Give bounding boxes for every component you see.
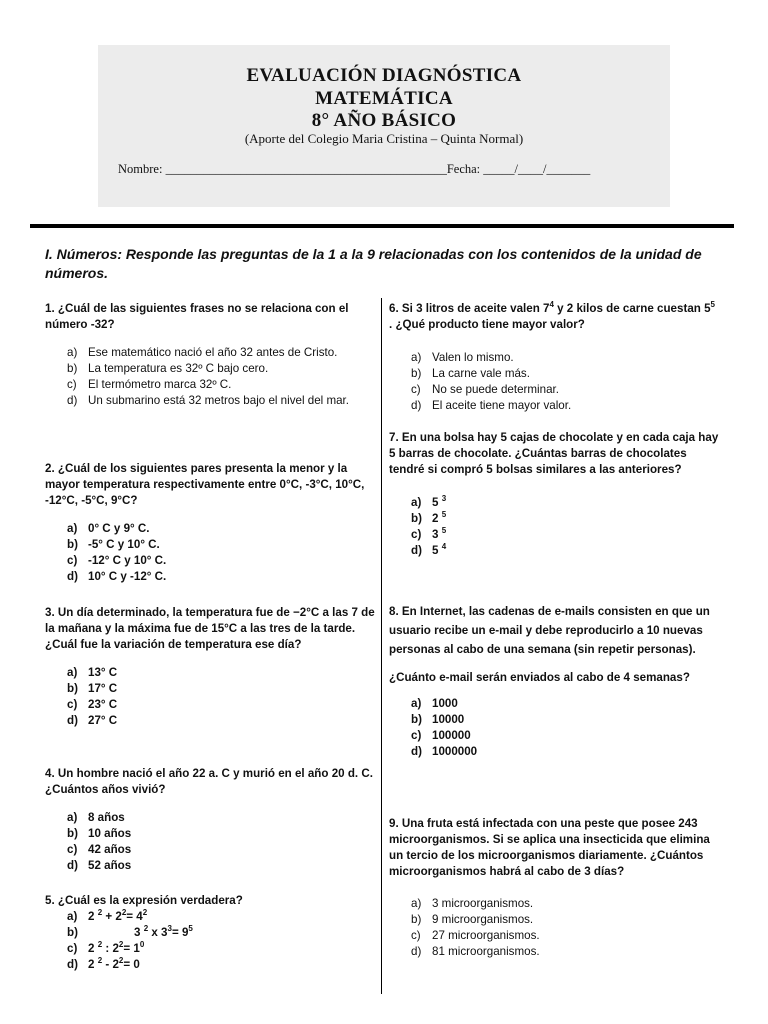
name-date-line bbox=[118, 162, 590, 177]
option-1b[interactable]: b) La temperatura es 32º C bajo cero. bbox=[67, 362, 269, 375]
option-2d[interactable]: d) 10° C y -12° C. bbox=[67, 570, 167, 583]
question-1-options bbox=[45, 345, 375, 409]
option-6c[interactable]: c) No se puede determinar. bbox=[411, 383, 559, 396]
section-heading: I. Números: Responde las preguntas de la 1 a la 9 relacionadas con los contenidos de la unidad de números. bbox=[45, 246, 702, 281]
option-5b[interactable]: b) 3 $^2$ x $3^3= 9^5$ bbox=[67, 924, 193, 939]
divider bbox=[30, 224, 734, 228]
question-5 bbox=[45, 893, 375, 973]
option-4d[interactable]: d) 52 años bbox=[67, 859, 132, 872]
option-5a[interactable]: a) 2 $^2 + 2^2= 4^2$ bbox=[67, 908, 148, 923]
option-9a[interactable]: a) 3 microorganismos. bbox=[411, 897, 534, 910]
option-3d[interactable]: d) 27° C bbox=[67, 714, 118, 727]
option-6d[interactable]: d) El aceite tiene mayor valor. bbox=[411, 399, 572, 412]
header-box bbox=[98, 45, 670, 207]
option-3a[interactable]: a) 13° C bbox=[67, 666, 118, 679]
option-8d[interactable]: d) 1000000 bbox=[411, 745, 478, 758]
question-8-options bbox=[389, 696, 719, 760]
option-9c[interactable]: c) 27 microorganismos. bbox=[411, 929, 540, 942]
question-6 bbox=[389, 301, 719, 414]
question-7 bbox=[389, 430, 719, 559]
option-2c[interactable]: c) -12° C y 10° C. bbox=[67, 554, 167, 567]
option-1c[interactable]: c) El termómetro marca 32º C. bbox=[67, 378, 232, 391]
question-4-text: 4. Un hombre nació el año 22 a. C y murió en el año 20 d. C. ¿Cuántos años vivió? bbox=[45, 767, 373, 796]
question-2 bbox=[45, 461, 375, 585]
question-9 bbox=[389, 816, 719, 960]
question-3 bbox=[45, 605, 375, 729]
question-1-text: 1. ¿Cuál de las siguientes frases no se relaciona con el número -32? bbox=[45, 302, 349, 331]
option-9d[interactable]: d) 81 microorganismos. bbox=[411, 945, 540, 958]
question-7-options bbox=[389, 495, 719, 559]
question-2-text: 2. ¿Cuál de los siguientes pares presenta la menor y la mayor temperatura respectivamente entre 0°C, -3°C, 10°C, -12°C, -5°C, 9°C? bbox=[45, 462, 365, 507]
option-7a[interactable]: a) 5 $^3$ bbox=[411, 494, 447, 509]
option-8c[interactable]: c) 100000 bbox=[411, 729, 471, 742]
option-8b[interactable]: b) 10000 bbox=[411, 713, 465, 726]
option-7d[interactable]: d) 5 $^4$ bbox=[411, 542, 447, 557]
date-field[interactable]: _____/____/_______ bbox=[483, 162, 591, 176]
title-grade: 8° AÑO BÁSICO bbox=[311, 110, 457, 131]
question-8-subtext: ¿Cuánto e-mail serán enviados al cabo de 4 semanas? bbox=[389, 671, 690, 684]
subtitle-source: (Aporte del Colegio Maria Cristina – Quinta Normal) bbox=[244, 131, 524, 146]
option-6b[interactable]: b) La carne vale más. bbox=[411, 367, 530, 380]
question-6-options bbox=[389, 350, 719, 414]
option-7c[interactable]: c) 3 $^5$ bbox=[411, 526, 447, 541]
question-3-text: 3. Un día determinado, la temperatura fue de −2°C a las 7 de la mañana y la máxima fue de 15°C a las tres de la tarde. ¿Cuál fue la variación de temperatura ese día? bbox=[45, 606, 375, 651]
question-9-options bbox=[389, 896, 719, 960]
question-3-options bbox=[45, 665, 375, 729]
question-9-text: 9. Una fruta está infectada con una peste que posee 243 microorganismos. Si se aplica una insecticida que elimina un tercio de los microorganismos diariamente. ¿Cuántos microorganismos habrá al cabo de 3 días? bbox=[389, 817, 710, 878]
option-9b[interactable]: b) 9 microorganismos. bbox=[411, 913, 534, 926]
question-5-options bbox=[45, 909, 375, 973]
option-1a[interactable]: a) Ese matemático nació el año 32 antes de Cristo. bbox=[67, 346, 338, 359]
option-3c[interactable]: c) 23° C bbox=[67, 698, 118, 711]
question-4-options bbox=[45, 810, 375, 874]
option-8a[interactable]: a) 1000 bbox=[411, 697, 458, 710]
question-6-text: 6. Si 3 litros de aceite valen $7^4$ y 2 kilos de carne cuestan $5^5$ . ¿Qué producto tiene mayor valor? bbox=[389, 300, 715, 331]
option-5d[interactable]: d) 2 $^2 - 2^2= 0$ bbox=[67, 956, 140, 971]
option-4b[interactable]: b) 10 años bbox=[67, 827, 132, 840]
question-4 bbox=[45, 766, 375, 874]
option-6a[interactable]: a) Valen lo mismo. bbox=[411, 351, 514, 364]
name-field[interactable]: _____________________________________________ bbox=[165, 162, 447, 176]
title-subject: MATEMÁTICA bbox=[315, 88, 453, 109]
title-evaluation: EVALUACIÓN DIAGNÓSTICA bbox=[246, 65, 522, 86]
question-7-text: 7. En una bolsa hay 5 cajas de chocolate y en cada caja hay 5 barras de chocolate. ¿Cuántas barras de chocolates tendré si compró 5 bolsas similares a las anteriores? bbox=[389, 431, 719, 476]
option-2a[interactable]: a) 0° C y 9° C. bbox=[67, 522, 150, 535]
question-8 bbox=[389, 602, 719, 760]
question-8-text: 8. En Internet, las cadenas de e-mails consisten en que un usuario recibe un e-mail y debe reproducirlo a 10 nuevas personas al cabo de una semana (sin repetir personas). bbox=[389, 605, 710, 656]
option-4a[interactable]: a) 8 años bbox=[67, 811, 125, 824]
name-label: Nombre: bbox=[118, 162, 163, 176]
column-divider bbox=[381, 298, 382, 994]
option-4c[interactable]: c) 42 años bbox=[67, 843, 132, 856]
option-1d[interactable]: d) Un submarino está 32 metros bajo el nivel del mar. bbox=[67, 394, 349, 407]
option-7b[interactable]: b) 2 $^5$ bbox=[411, 510, 447, 525]
question-5-text: 5. ¿Cuál es la expresión verdadera? bbox=[45, 894, 243, 907]
question-1 bbox=[45, 301, 375, 409]
question-2-options bbox=[45, 521, 375, 585]
option-5c[interactable]: c) 2 $^2$ : $2^2= 1^0$ bbox=[67, 940, 145, 955]
option-3b[interactable]: b) 17° C bbox=[67, 682, 118, 695]
option-2b[interactable]: b) -5° C y 10° C. bbox=[67, 538, 160, 551]
date-label: Fecha: bbox=[446, 162, 481, 176]
